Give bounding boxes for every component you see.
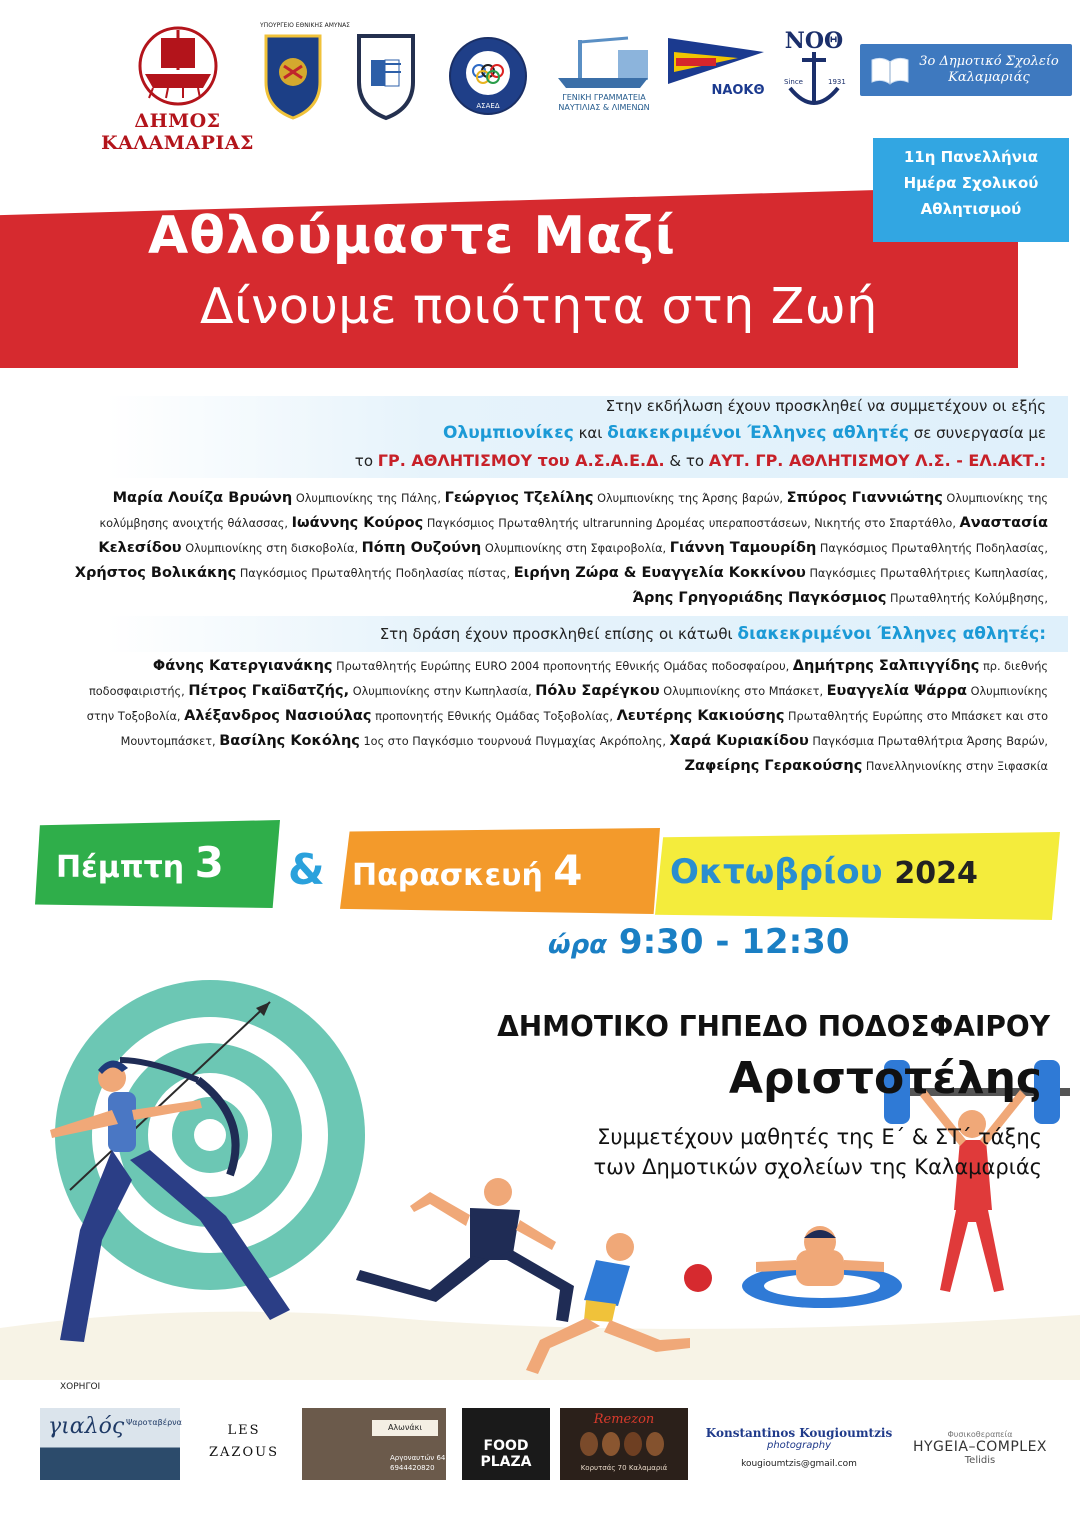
nob-since: Since: [784, 78, 803, 86]
ypourgeio-label: ΥΠΟΥΡΓΕΙΟ ΕΘΝΙΚΗΣ ΑΜΥΝΑΣ: [260, 22, 350, 29]
athletes-list-1: [60, 486, 1048, 611]
venue-name: Αριστοτέλης: [728, 1053, 1042, 1104]
sponsor-les-zazous: LES ZAZOUS: [209, 1423, 279, 1460]
nob-year: 1931: [828, 78, 846, 86]
gialos-sub: Ψαροταβέρνα: [126, 1418, 182, 1427]
distinguished-label: διακεκριμένοι Έλληνες αθλητές: [607, 423, 909, 443]
gialos-name: γιαλός: [48, 1414, 125, 1439]
intro-line-3: [355, 451, 1046, 470]
day1-number: 3: [194, 838, 224, 887]
athlete-desc: Πρωταθλητής Κολύμβησης,: [890, 592, 1048, 605]
school-name: 3ο Δημοτικό Σχολείο Καλαμαριάς: [919, 54, 1059, 85]
asaed-label: ΑΣΑΕΔ: [476, 102, 500, 110]
swimmer-figure-icon: [742, 1226, 902, 1308]
svg-text:ΝΟΘ: ΝΟΘ: [784, 28, 844, 54]
athlete-desc: Ολυμπιονίκης στην Τοξοβολία,: [86, 685, 1048, 723]
sponsors-label: ΧΟΡΗΓΟΙ: [60, 1382, 101, 1392]
banner-title: Αθλούμαστε Μαζί: [148, 206, 676, 266]
date-day2: [352, 846, 582, 895]
intro-amp: &: [669, 452, 682, 470]
participants-line-2: των Δημοτικών σχολείων της Καλαμαριάς: [593, 1155, 1042, 1179]
army-shield-logo: [262, 30, 324, 122]
athlete-desc: Παγκόσμιος Πρωταθλητής ultrarunning Δρομέας υπεραποστάσεων, Νικητής στο Σπαρτάθλο,: [426, 517, 956, 530]
hour-label: ώρα: [548, 930, 608, 960]
nob-anchor-logo: [778, 26, 850, 116]
day1-label: Πέμπτη: [56, 850, 185, 885]
panhellenic-day-badge: [873, 138, 1069, 242]
month-label: Οκτωβρίου: [670, 852, 883, 892]
alonia-phone: 6944420820: [390, 1464, 435, 1472]
intro2-line: [380, 624, 1046, 644]
athlete-desc: προπονητής Εθνικής Ομάδας Τοξοβολίας,: [375, 710, 613, 723]
dimos-name: ΔΗΜΟΣ ΚΑΛΑΜΑΡΙΑΣ: [101, 110, 254, 154]
intro-line-1: Στην εκδήλωση έχουν προσκληθεί να συμμετέχουν οι εξής: [605, 397, 1046, 415]
athlete-name: Πόλυ Σαρέγκου: [535, 683, 660, 699]
sponsor-hygeia: [900, 1408, 1060, 1480]
hygeia-name: HYGEIA–COMPLEX: [912, 1439, 1048, 1455]
sponsor-remezon: [560, 1408, 688, 1480]
athlete-name: Δημήτρης Σαλπιγγίδης: [792, 658, 980, 674]
athlete-name: Μαρία Λουίζα Βρυώνη: [112, 490, 293, 506]
intro-to-1: το: [354, 452, 374, 470]
dimos-kalamarias-logo: [90, 18, 265, 154]
alonia-address: Αργοναυτών 64: [390, 1454, 446, 1462]
athlete-desc: πρ. διεθνής ποδοσφαιριστής,: [88, 660, 1048, 698]
remezon-name: Remezon: [593, 1412, 655, 1427]
athlete-desc: Πρωταθλητής Ευρώπης στο Μπάσκετ και στο Μουντομπάσκετ,: [120, 710, 1048, 748]
olympians-label: Ολυμπιονίκες: [443, 423, 574, 443]
athlete-name: Χαρά Κυριακίδου: [669, 733, 809, 749]
athlete-desc: Παγκόσμιος Πρωταθλητής Ποδηλασίας πίστας,: [239, 567, 511, 580]
date-day1: [56, 838, 224, 887]
athlete-name: Γεώργιος Τζελίλης: [444, 490, 594, 506]
year-label: 2024: [894, 856, 978, 891]
sponsor-food-plaza: FOOD PLAZA: [462, 1408, 550, 1480]
date-amp: &: [288, 845, 325, 894]
hygeia-sub: Telidis: [964, 1455, 996, 1466]
athlete-name: Πέτρος Γκαϊδατζής,: [188, 683, 350, 699]
athlete-desc: Ολυμπιονίκης της κολύμβησης ανοιχτής θάλασσας,: [99, 492, 1048, 530]
intro-cooperation: σε συνεργασία με: [913, 424, 1046, 442]
badge-line-2: Ημέρα Σχολικού: [903, 174, 1039, 192]
open-book-icon: [868, 50, 912, 90]
athletes-list-2: [60, 654, 1048, 779]
runner-figure-icon: [356, 1178, 574, 1322]
intro2-highlight: διακεκριμένοι Έλληνες αθλητές:: [737, 624, 1046, 644]
athlete-name: Βασίλης Κοκόλης: [219, 733, 360, 749]
athlete-name: Πόπη Ουζούνη: [361, 540, 482, 556]
intro-line-2: [443, 423, 1046, 443]
naokth-logo: [668, 38, 764, 98]
intro-to-2: το: [685, 452, 705, 470]
athlete-name: Ιωάννης Κούρος: [291, 515, 424, 531]
ggn-label: ΓΕΝΙΚΗ ΓΡΑΜΜΑΤΕΙΑ ΝΑΥΤΙΛΙΑΣ & ΛΙΜΕΝΩΝ: [558, 93, 650, 112]
hour-range: 9:30 - 12:30: [618, 922, 850, 962]
banner-subtitle: Δίνουμε ποιότητα στη Ζωή: [200, 278, 878, 335]
asaed-logo: [447, 35, 529, 117]
athlete-name: Φάνης Κατεργιανάκης: [152, 658, 333, 674]
athlete-name: Γιάννη Ταμουρίδη: [669, 540, 817, 556]
coffee-beans-icon: [580, 1432, 664, 1456]
athlete-desc: Ολυμπιονίκης στη Σφαιροβολία,: [484, 542, 667, 555]
athlete-desc: Πρωταθλητής Ευρώπης EURO 2004 προπονητής Εθνικής Ομάδας ποδοσφαίρου,: [336, 660, 790, 673]
athlete-desc: Παγκόσμιος Πρωταθλητής Ποδηλασίας,: [819, 542, 1048, 555]
port-crane-icon: [548, 30, 660, 90]
event-hours: [548, 922, 850, 962]
remezon-address: Κορυτσάς 70 Καλαμαριά: [580, 1464, 668, 1472]
athlete-desc: Ολυμπιονίκης στο Μπάσκετ,: [663, 685, 824, 698]
photographer-name: Konstantinos Kougioumtzis: [705, 1426, 893, 1440]
sponsor-gialos: [40, 1408, 180, 1480]
athlete-name: Ευαγγελία Ψάρρα: [826, 683, 967, 699]
ggn-logo: [548, 30, 660, 122]
athlete-name: Άρης Γρηγοριάδης Παγκόσμιος: [632, 590, 887, 606]
athlete-desc: Πανελληνιονίκης στην Ξιφασκία: [865, 760, 1048, 773]
gr-ls-label: ΑΥΤ. ΓΡ. ΑΘΛΗΤΙΣΜΟΥ Λ.Σ. - ΕΛ.ΑΚΤ.:: [708, 451, 1046, 470]
ship-icon: [123, 18, 233, 106]
sponsor-photography: [700, 1408, 898, 1480]
hygeia-top: Φυσικοθεραπεία: [947, 1430, 1013, 1439]
alonia-sign: Αλωνάκι: [372, 1420, 438, 1436]
athlete-desc: 1ος στο Παγκόσμιο τουρνουά Πυγμαχίας Ακρόπολης,: [363, 735, 666, 748]
athlete-desc: Παγκόσμια Πρωταθλήτρια Άρσης Βαρών,: [812, 735, 1048, 748]
participants-line-1: Συμμετέχουν μαθητές της Ε΄ & ΣΤ΄ τάξης: [597, 1125, 1042, 1149]
athlete-name: Ειρήνη Ζώρα & Ευαγγελία Κοκκίνου: [513, 565, 806, 581]
athlete-desc: Ολυμπιονίκης στην Κωπηλασία,: [352, 685, 532, 698]
venue-stadium-label: ΔΗΜΟΤΙΚΟ ΓΗΠΕΔΟ ΠΟΔΟΣΦΑΙΡΟΥ: [497, 1010, 1050, 1043]
naokth-label: ΝΑΟΚΘ: [711, 83, 764, 98]
athlete-name: Αναστασία Κελεσίδου: [98, 515, 1048, 556]
day2-number: 4: [553, 846, 583, 895]
athlete-desc: Ολυμπιονίκης στη δισκοβολία,: [185, 542, 359, 555]
sponsor-alonia: [302, 1408, 446, 1480]
intro2-text: Στη δράση έχουν προσκληθεί επίσης οι κάτωθι: [379, 625, 733, 643]
badge-line-1: 11η Πανελλήνια: [903, 148, 1039, 166]
athlete-name: Λευτέρης Κακιούσης: [616, 708, 785, 724]
athlete-name: Ζαφείρης Γερακούσης: [684, 758, 863, 774]
athlete-name: Αλέξανδρος Νασιούλας: [184, 708, 372, 724]
photographer-email: kougioumtzis@gmail.com: [741, 1459, 857, 1469]
date-month: [670, 852, 978, 892]
venue-participants: [560, 1122, 1042, 1182]
badge-line-3: Αθλητισμού: [920, 200, 1022, 218]
gr-asaed-label: ΓΡ. ΑΘΛΗΤΙΣΜΟΥ του Α.Σ.Α.Ε.Δ.: [377, 451, 665, 470]
day2-label: Παρασκευή: [352, 858, 543, 893]
navy-shield-logo: [355, 30, 417, 122]
school-badge: [860, 44, 1072, 96]
athlete-desc: Ολυμπιονίκης της Άρσης βαρών,: [597, 492, 784, 505]
intro-kai: και: [578, 424, 603, 442]
target-swirl-icon: [55, 980, 365, 1290]
athlete-desc: Παγκόσμιες Πρωταθλήτριες Κωπηλασίας,: [809, 567, 1048, 580]
athlete-name: Σπύρος Γιαννιώτης: [786, 490, 943, 506]
athlete-desc: Ολυμπιονίκης της Πάλης,: [295, 492, 442, 505]
athlete-name: Χρήστος Βολικάκης: [74, 565, 237, 581]
photographer-sub: photography: [766, 1440, 832, 1451]
